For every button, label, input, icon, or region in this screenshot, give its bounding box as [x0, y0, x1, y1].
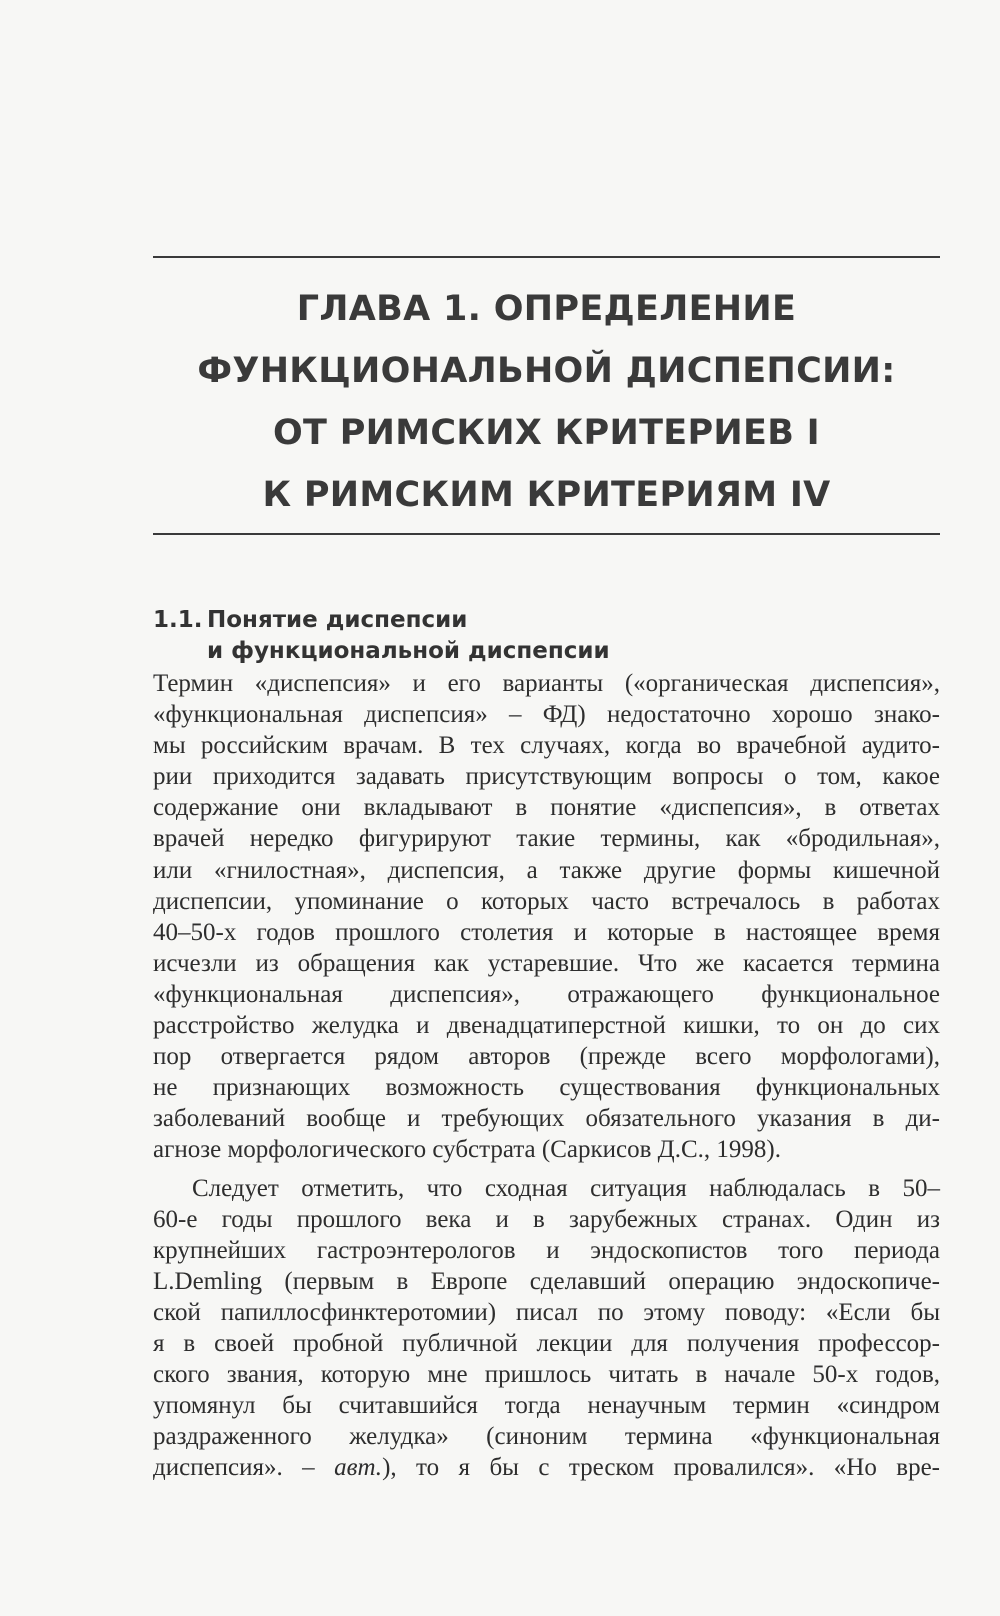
section-heading [153, 605, 940, 667]
text-line: агнозе морфологического субстрата (Саркисов Д.С., 1998). [153, 1136, 781, 1164]
text-line: мы российским врачам. В тех случаях, когда во врачебной аудито- [153, 732, 940, 760]
paragraph-2 [153, 1173, 940, 1484]
section-title-line2: и функциональной диспепсии [207, 638, 610, 664]
text-line: 40–50-х годов прошлого столетия и которые в настоящее время [153, 918, 940, 946]
body-text [153, 668, 940, 1483]
section-title-line1: Понятие диспепсии [207, 607, 468, 633]
text-line: пор отвергается рядом авторов (прежде всего морфологами), [153, 1043, 940, 1071]
text-line: ского звания, которую мне пришлось читать в начале 50-х годов, [153, 1361, 940, 1389]
text-line: врачей нередко фигурируют такие термины, как «бродильная», [153, 825, 940, 853]
paragraph-1 [153, 668, 940, 1166]
chapter-title-line: ОТ РИМСКИХ КРИТЕРИЕВ I [272, 413, 820, 453]
text-line: «функциональная диспепсия», отражающего функциональное [153, 980, 940, 1008]
text-line: диспепсии, упоминание о которых часто встречалось в работах [153, 887, 940, 915]
chapter-title-line: К РИМСКИМ КРИТЕРИЯМ IV [262, 475, 831, 515]
text-fragment: ), то я бы с треском провалился». «Но вре- [382, 1454, 940, 1482]
text-line: крупнейших гастроэнтерологов и эндоскопистов того периода [153, 1236, 940, 1264]
text-line: упомянул бы считавшийся тогда ненаучным термин «синдром [153, 1392, 940, 1420]
italic-abbreviation: авт. [334, 1454, 383, 1482]
text-line: заболеваний вообще и требующих обязательного указания в ди- [153, 1105, 940, 1133]
text-line: Термин «диспепсия» и его варианты («органическая диспепсия», [153, 670, 940, 697]
chapter-title-line: ГЛАВА 1. ОПРЕДЕЛЕНИЕ [296, 289, 797, 329]
text-line: расстройство желудка и двенадцатиперстной кишки, то он до сих [153, 1012, 940, 1040]
section-number: 1.1. [153, 607, 203, 633]
bottom-rule [153, 533, 940, 535]
text-fragment: диспепсия». – [153, 1454, 335, 1482]
text-line: содержание они вкладывают в понятие «диспепсия», в ответах [153, 794, 940, 822]
text-line: 60-е годы прошлого века и в зарубежных странах. Один из [153, 1205, 940, 1233]
top-rule [153, 256, 940, 258]
text-line: Следует отметить, что сходная ситуация наблюдалась в 50– [192, 1174, 940, 1202]
text-line: раздраженного желудка» (синоним термина «функциональная [153, 1423, 940, 1451]
chapter-title [153, 278, 940, 526]
text-line: L.Demling (первым в Европе сделавший операцию эндоскопиче- [153, 1267, 940, 1295]
text-line: «функциональная диспепсия» – ФД) недостаточно хорошо знако- [153, 701, 940, 729]
text-line: я в своей пробной публичной лекции для получения профессор- [153, 1329, 940, 1357]
text-line: исчезли из обращения как устаревшие. Что же касается термина [153, 949, 940, 977]
text-line: ской папиллосфинктеротомии) писал по этому поводу: «Если бы [153, 1298, 940, 1326]
text-line: рии приходится задавать присутствующим вопросы о том, какое [153, 763, 940, 791]
text-line [153, 1452, 940, 1483]
text-line: не признающих возможность существования функциональных [153, 1074, 940, 1102]
chapter-title-line: ФУНКЦИОНАЛЬНОЙ ДИСПЕПСИИ: [197, 351, 896, 391]
text-line: или «гнилостная», диспепсия, а также другие формы кишечной [153, 856, 940, 884]
